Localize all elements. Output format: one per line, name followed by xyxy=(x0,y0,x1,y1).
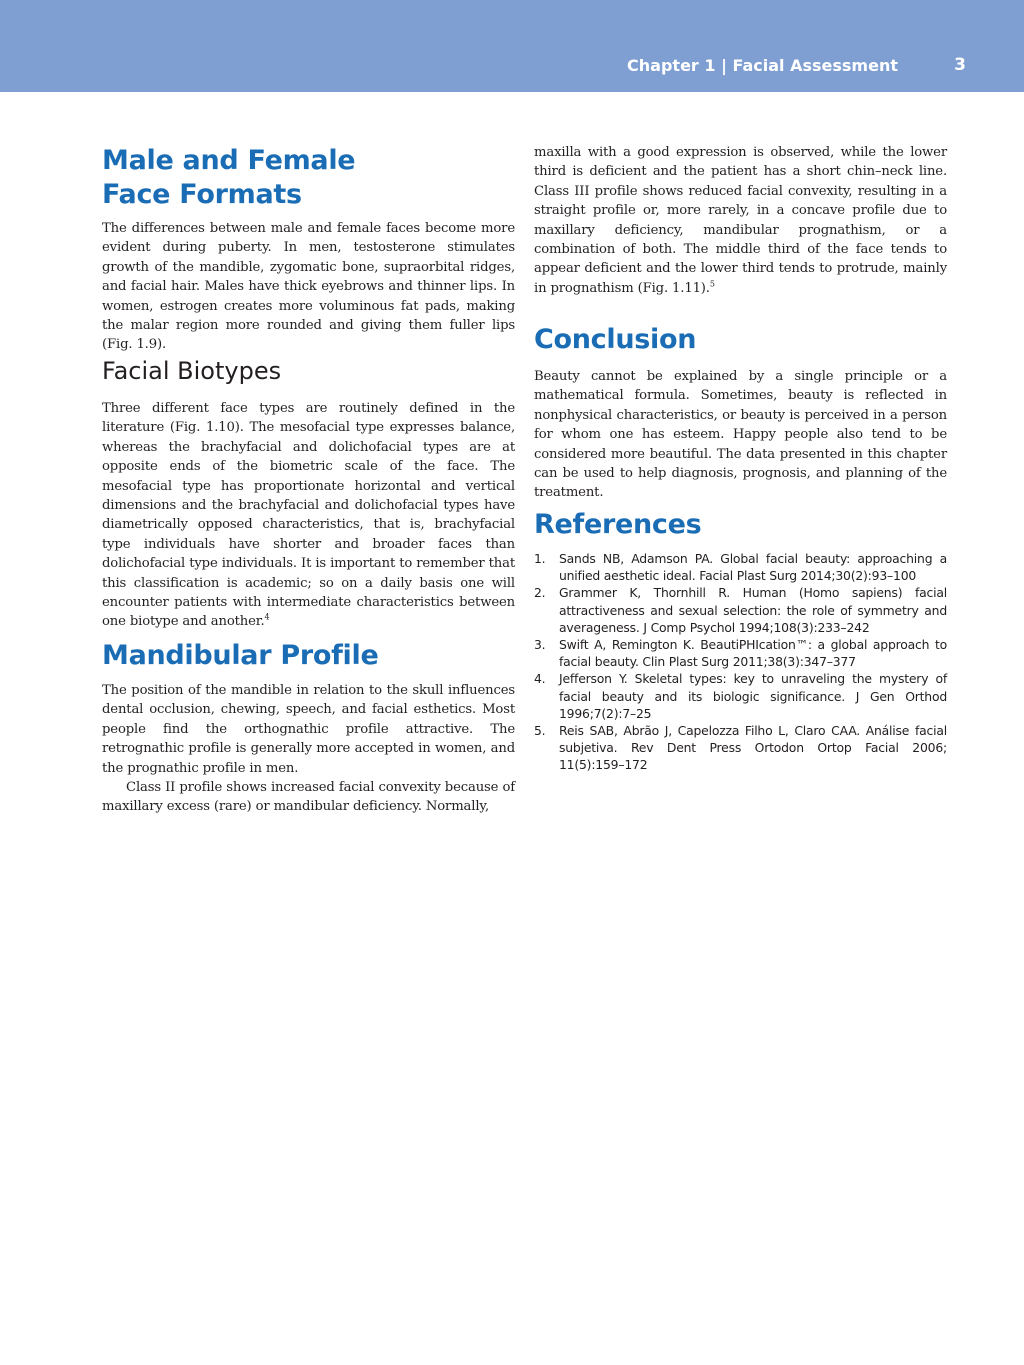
reference-list xyxy=(534,550,947,774)
reference-number: 3. xyxy=(534,637,546,653)
mandibular-citation: 5 xyxy=(709,279,715,289)
biotypes-citation: 4 xyxy=(264,613,270,623)
mandibular-paragraph-2-continued xyxy=(534,143,947,298)
section-title-biotypes: Facial Biotypes xyxy=(102,357,282,385)
section-title-conclusion: Conclusion xyxy=(534,324,697,355)
reference-item xyxy=(534,584,947,636)
reference-number: 4. xyxy=(534,671,546,687)
male-female-paragraph: The differences between male and female faces become more evident during puberty. In men, testosterone stimulates growth of the mandible, zygomatic bone, supraorbital ridges, and facial hair. Males have thick eyebrows and thinner lips. In women, estrogen creates more voluminous fat pads, making the malar region more rounded and giving them fuller lips (Fig. 1.9). xyxy=(102,221,515,353)
reference-text: Grammer K, Thornhill R. Human (Homo sapiens) facial attractiveness and sexual selection: the role of symmetry and averageness. J Comp Psychol 1994;108(3):233–242 xyxy=(559,585,947,635)
biotypes-paragraph xyxy=(102,399,515,632)
reference-text: Sands NB, Adamson PA. Global facial beauty: approaching a unified aesthetic ideal. Facial Plast Surg 2014;30(2):93–100 xyxy=(559,551,947,584)
mandibular-paragraph-2-start: Class II profile shows increased facial convexity because of maxillary excess (rare) or mandibular deficiency. Normally, xyxy=(102,780,515,815)
reference-number: 5. xyxy=(534,723,546,739)
reference-number: 1. xyxy=(534,551,546,566)
reference-number: 2. xyxy=(534,585,546,601)
section-title-male-female: Male and Female Face Formats xyxy=(102,145,356,210)
section-title-mandibular: Mandibular Profile xyxy=(102,640,379,671)
reference-text: Reis SAB, Abrão J, Capelozza Filho L, Claro CAA. Análise facial subjetiva. Rev Dent Press Ortodon Ortop Facial 2006; 11(5):159–172 xyxy=(559,723,947,773)
biotypes-text: Three different face types are routinely defined in the literature (Fig. 1.10). The mesofacial type expresses balance, whereas the brachyfacial and dolichofacial types are at opposite ends of the biometric scale of the face. The mesofacial type has proportionate horizontal and vertical dimensions and the brachyfacial and dolichofacial types have diametrically opposed characteristics, that is, brachyfacial type individuals have shorter and broader faces than dolichofacial type individuals. It is important to remember that this classification is academic; so on a daily basis one will encounter patients with intermediate characteristics between one biotype and another. xyxy=(102,401,515,630)
reference-item xyxy=(534,670,947,722)
section-title-references: References xyxy=(534,509,702,540)
running-head: Chapter 1 | Facial Assessment xyxy=(627,56,898,75)
reference-text: Jefferson Y. Skeletal types: key to unraveling the mystery of facial beauty and its biologic significance. J Gen Orthod 1996;7(2):7–25 xyxy=(559,671,947,721)
mandibular-continued-text: maxilla with a good expression is observed, while the lower third is deficient and the patient has a short chin–neck line. Class III profile shows reduced facial convexity, resulting in a straight profile or, more rarely, in a concave profile due to maxillary deficiency, mandibular prognathism, or a combination of both. The middle third of the face tends to appear deficient and the lower third tends to protrude, mainly in prognathism (Fig. 1.11). xyxy=(534,145,947,296)
reference-item xyxy=(534,722,947,774)
page-number: 3 xyxy=(954,55,966,75)
reference-text: Swift A, Remington K. BeautiPHIcation™: a global approach to facial beauty. Clin Plast Surg 2011;38(3):347–377 xyxy=(559,637,947,670)
reference-item xyxy=(534,636,947,670)
header-band xyxy=(0,0,1024,92)
reference-item xyxy=(534,550,947,584)
mandibular-paragraph-1: The position of the mandible in relation to the skull influences dental occlusion, chewing, speech, and facial esthetics. Most people find the orthognathic profile attractive. The retrognathic profile is generally more accepted in women, and the prognathic profile in men. xyxy=(102,683,515,776)
conclusion-paragraph: Beauty cannot be explained by a single principle or a mathematical formula. Sometimes, beauty is reflected in nonphysical characteristics, or beauty is perceived in a person for whom one has esteem. Happy people also tend to be considered more beautiful. The data presented in this chapter can be used to help diagnosis, prognosis, and planning of the treatment. xyxy=(534,369,947,501)
